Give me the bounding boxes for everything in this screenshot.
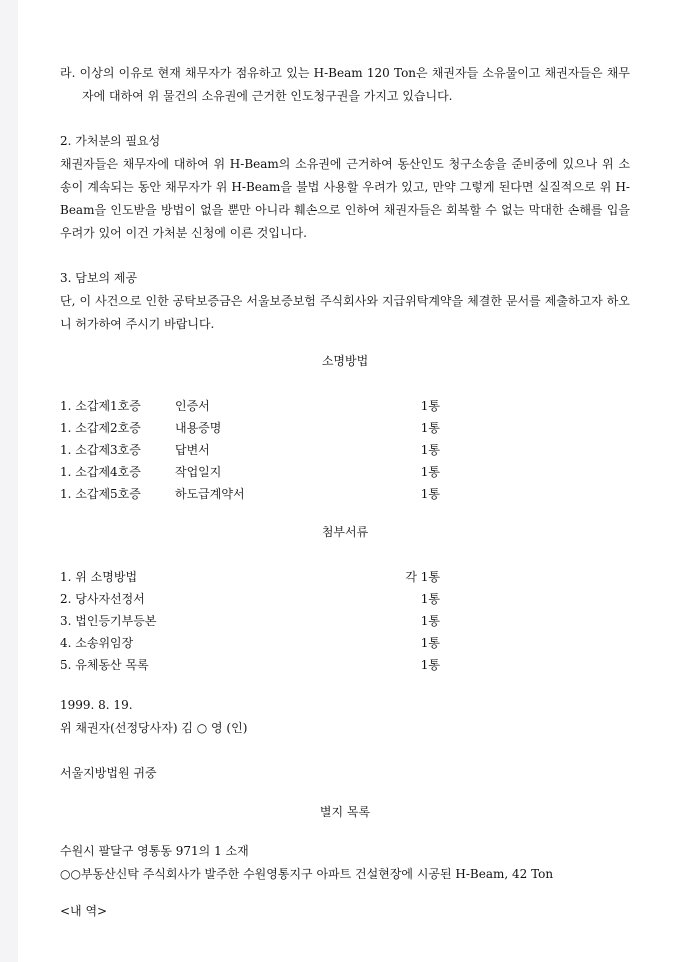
attachment-quantity: 1통 (420, 592, 440, 606)
section-heading-necessity: 2. 가처분의 필요성 (60, 134, 161, 148)
evidence-item (60, 439, 630, 461)
evidence-quantity: 1통 (420, 399, 440, 413)
attachments-list (60, 566, 630, 676)
evidence-name: 작업일지 (175, 465, 222, 479)
attachment-item (60, 566, 630, 588)
evidence-item (60, 461, 630, 483)
attachment-name: 1. 위 소명방법 (60, 570, 138, 584)
attachment-item (60, 654, 630, 676)
attachment-item (60, 632, 630, 654)
filing-date: 1999. 8. 19. (60, 698, 133, 712)
appendix-address: 수원시 팔달구 영통동 971의 1 소재 (60, 844, 249, 858)
appendix-item: ○○부동산신탁 주식회사가 발주한 수원영통지구 아파트 건설현장에 시공된 H-Beam, 42 Ton (60, 867, 554, 881)
evidence-item (60, 395, 630, 417)
evidence-title: 소명방법 (321, 354, 369, 368)
attachment-name: 5. 유체동산 목록 (60, 658, 149, 672)
evidence-list (60, 395, 630, 505)
evidence-item (60, 483, 630, 505)
court-addressee: 서울지방법원 귀중 (60, 766, 157, 780)
section-heading-security: 3. 담보의 제공 (60, 271, 138, 285)
evidence-quantity: 1통 (420, 465, 440, 479)
evidence-quantity: 1통 (420, 487, 440, 501)
attachment-item (60, 610, 630, 632)
paragraph-necessity: 채권자들은 채무자에 대하여 위 H-Beam의 소유권에 근거하여 동산인도 청구소송을 준비중에 있으나 위 소송이 계속되는 동안 채무자가 위 H-Beam을 불법 사용할 우려가 있고, 만약 그렇게 된다면 실질적으로 위 H-Beam을 인도받을 방법이 없을 뿐만 아니라 훼손으로 인하여 채권자들은 회복할 수 없는 막대한 손해를 입을 우려가 있어 이건 가처분 신청에 이른 것입니다. (60, 157, 630, 240)
evidence-number: 1. 소갑제5호증 (60, 487, 141, 501)
document-page (18, 0, 680, 962)
evidence-number: 1. 소갑제2호증 (60, 421, 141, 435)
attachment-quantity: 1통 (420, 658, 440, 672)
evidence-name: 내용증명 (175, 421, 222, 435)
evidence-quantity: 1통 (420, 421, 440, 435)
appendix-details-label: <내 역> (60, 904, 108, 918)
evidence-quantity: 1통 (420, 443, 440, 457)
attachment-item (60, 588, 630, 610)
attachment-name: 2. 당사자선정서 (60, 592, 145, 606)
attachment-quantity: 1통 (420, 614, 440, 628)
evidence-number: 1. 소갑제4호증 (60, 465, 141, 479)
evidence-item (60, 417, 630, 439)
paragraph-security: 단, 이 사건으로 인한 공탁보증금은 서울보증보험 주식회사와 지급위탁계약을 체결한 문서를 제출하고자 하오니 허가하여 주시기 바랍니다. (60, 294, 630, 331)
evidence-name: 답변서 (175, 443, 210, 457)
evidence-number: 1. 소갑제3호증 (60, 443, 141, 457)
appendix-title: 별지 목록 (319, 805, 371, 819)
evidence-number: 1. 소갑제1호증 (60, 399, 141, 413)
attachments-title: 첨부서류 (321, 525, 369, 539)
attachment-name: 3. 법인등기부등본 (60, 614, 157, 628)
evidence-name: 하도급계약서 (175, 487, 245, 501)
attachment-quantity: 1통 (420, 636, 440, 650)
document-body (60, 62, 630, 923)
attachment-name: 4. 소송위임장 (60, 636, 134, 650)
evidence-name: 인증서 (175, 399, 210, 413)
applicant-signature: 위 채권자(선정당사자) 김 ○ 영 (인) (60, 721, 248, 735)
paragraph-ra: 라. 이상의 이유로 현재 채무자가 점유하고 있는 H-Beam 120 Ton은 채권자들 소유물이고 채권자들은 채무자에 대하여 위 물건의 소유권에 근거한 인도청구권을 가지고 있습니다. (60, 66, 630, 103)
attachment-quantity: 각 1통 (405, 570, 440, 584)
